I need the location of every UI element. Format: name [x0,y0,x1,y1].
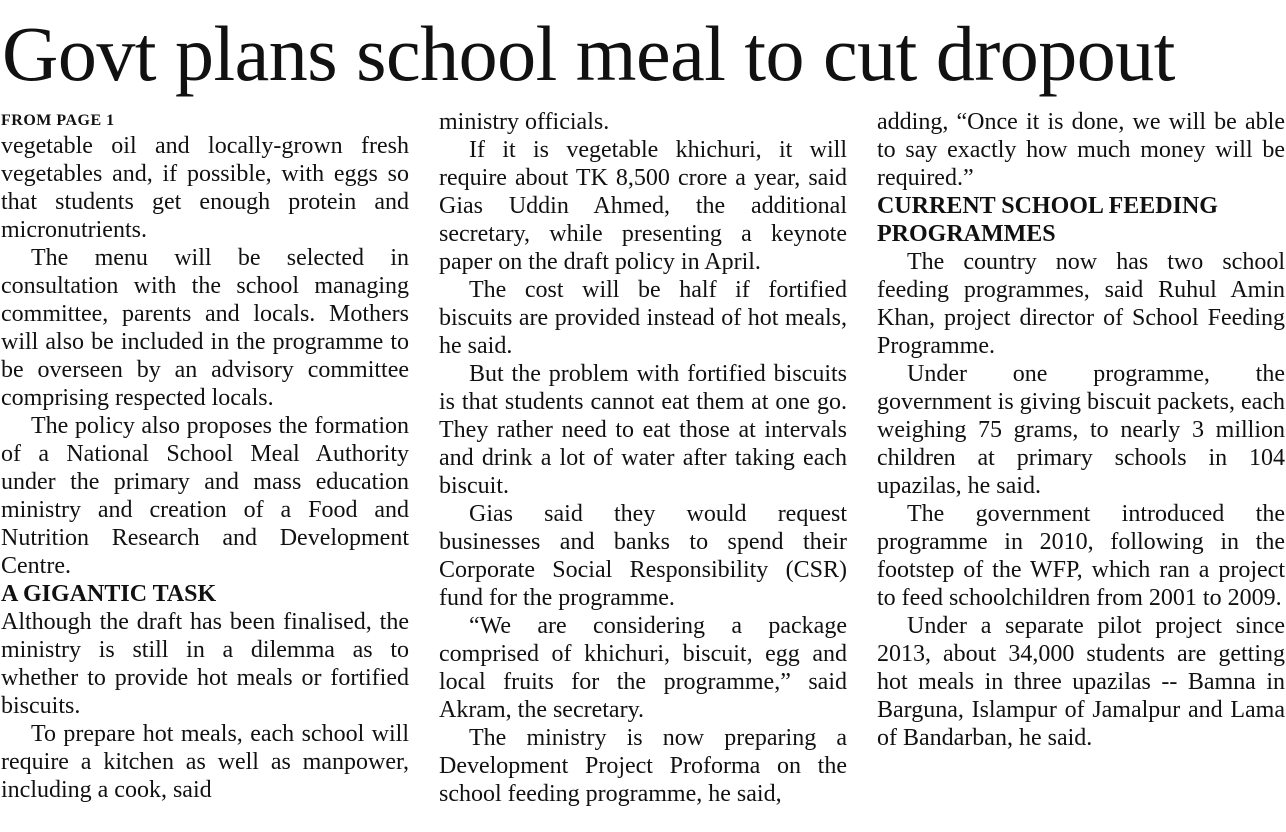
jump-line: FROM PAGE 1 [1,112,115,129]
paragraph: The menu will be selected in consultation with the school managing committee, parents and locals. Mothers will also be included in the programme to be overseen by an advisory committee comprising respected locals. [1,245,409,411]
paragraph: The country now has two school feeding programmes, said Ruhul Amin Khan, project director of School Feeding Programme. [877,249,1285,359]
paragraph: The cost will be half if fortified biscuits are provided instead of hot meals, he said. [439,277,847,359]
paragraph: Under one programme, the government is giving biscuit packets, each weighing 75 grams, to nearly 3 million children at primary schools in 104 upazilas, he said. [877,361,1285,499]
subheading-current-school-feeding: CURRENT SCHOOL FEEDING PROGRAMMES [877,193,1218,247]
paragraph: To prepare hot meals, each school will require a kitchen as well as manpower, including a cook, said [1,721,409,803]
paragraph: Under a separate pilot project since 2013, about 34,000 students are getting hot meals in three upazilas -- Bamna in Barguna, Islampur of Jamalpur and Lama of Bandarban, he said. [877,613,1285,751]
headline: Govt plans school meal to cut dropout [2,10,1175,97]
paragraph: If it is vegetable khichuri, it will require about TK 8,500 crore a year, said Gias Uddin Ahmed, the additional secretary, while presenting a keynote paper on the draft policy in April. [439,137,847,275]
paragraph: ministry officials. [439,109,610,135]
column-2 [439,108,847,832]
paragraph: But the problem with fortified biscuits is that students cannot eat them at one go. They rather need to eat those at intervals and drink a lot of water after taking each biscuit. [439,361,847,499]
paragraph: The ministry is now preparing a Development Project Proforma on the school feeding programme, he said, [439,725,847,807]
paragraph: Although the draft has been finalised, the ministry is still in a dilemma as to whether to provide hot meals or fortified biscuits. [1,609,409,719]
paragraph: The policy also proposes the formation of a National School Meal Authority under the primary and mass education ministry and creation of a Food and Nutrition Research and Development Centre. [1,413,409,579]
paragraph: adding, “Once it is done, we will be able to say exactly how much money will be required.” [877,109,1285,191]
paragraph: Gias said they would request businesses and banks to spend their Corporate Social Responsibility (CSR) fund for the programme. [439,501,847,611]
column-3 [877,108,1285,832]
paragraph: “We are considering a package comprised of khichuri, biscuit, egg and local fruits for the programme,” said Akram, the secretary. [439,613,847,723]
subheading-gigantic-task: A GIGANTIC TASK [1,581,217,607]
paragraph: vegetable oil and locally-grown fresh vegetables and, if possible, with eggs so that students get enough protein and micronutrients. [1,133,409,243]
paragraph: The government introduced the programme in 2010, following in the footstep of the WFP, which ran a project to feed schoolchildren from 2001 to 2009. [877,501,1285,611]
column-1 [1,108,409,832]
